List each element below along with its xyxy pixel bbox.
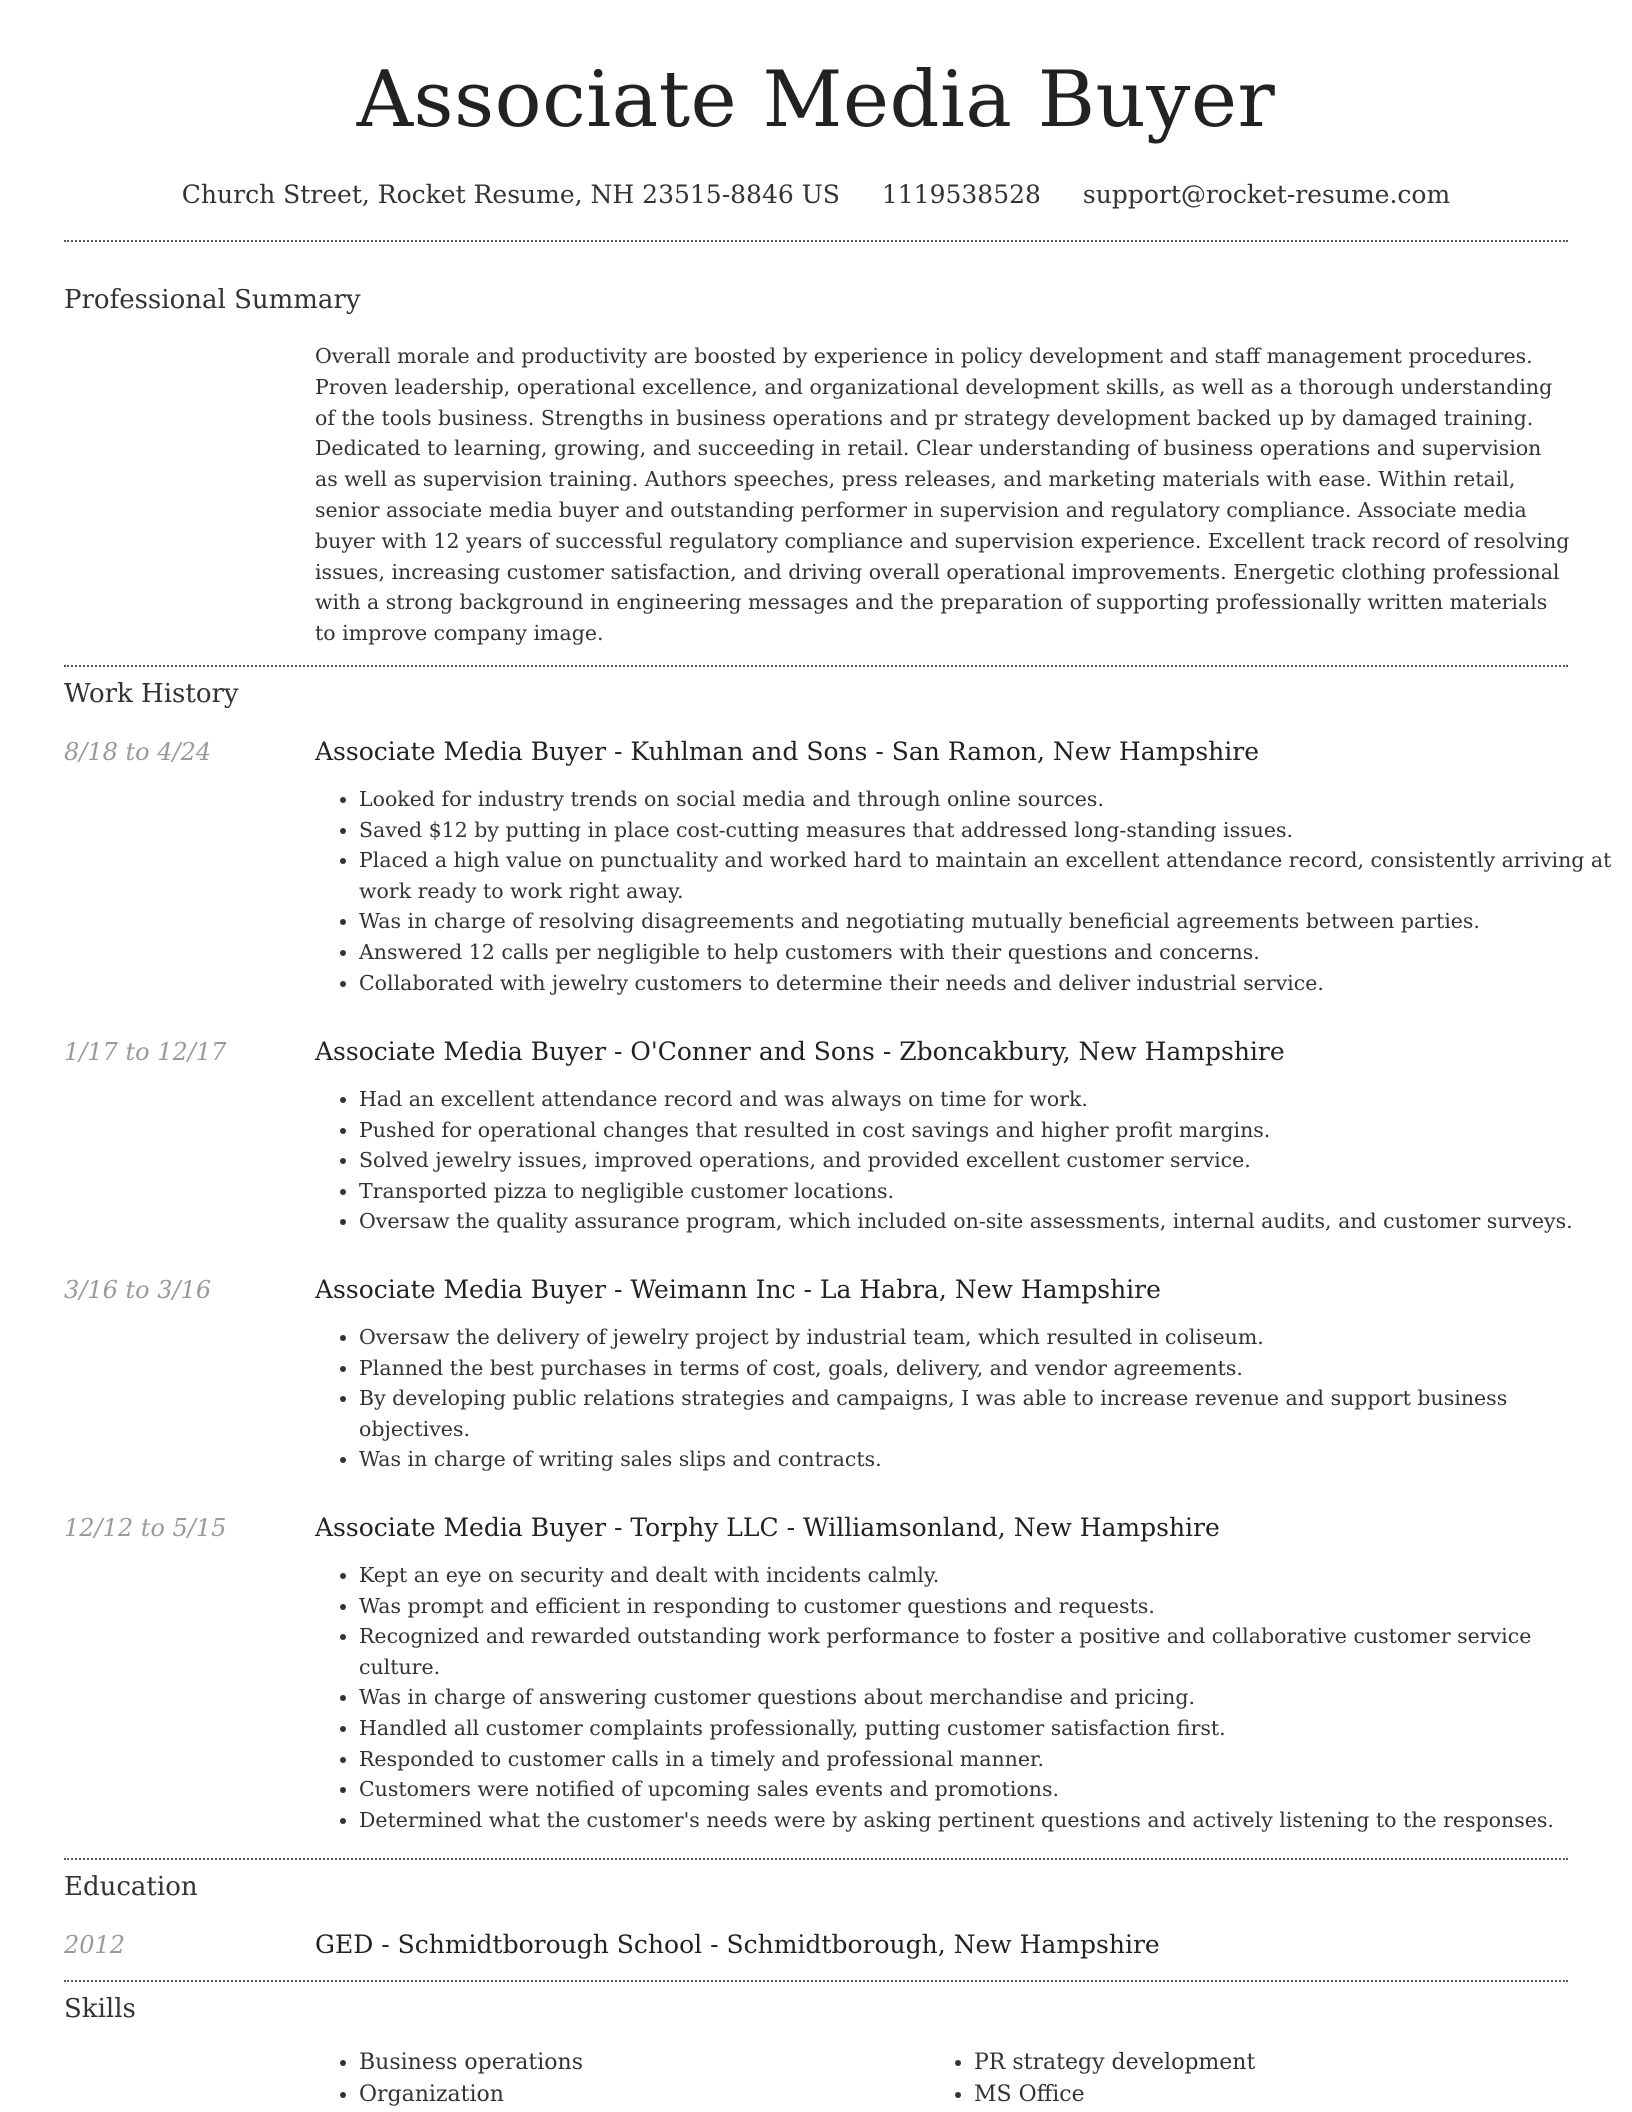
section-title-education: Education — [64, 1872, 198, 1902]
job-bullet: • Was prompt and efficient in responding to customer questions and requests. — [359, 1591, 1612, 1622]
job-bullet: • Kept an eye on security and dealt with incidents calmly. — [359, 1560, 1612, 1591]
job-bullet: • Answered 12 calls per negligible to help customers with their questions and concerns. — [359, 937, 1612, 968]
section-title-work-history: Work History — [64, 679, 239, 709]
skill-item: • Business operations — [359, 2047, 919, 2079]
job-bullet: • Pushed for operational changes that resulted in cost savings and higher profit margins. — [359, 1115, 1612, 1146]
job-bullets — [315, 784, 1612, 998]
job-bullet: • Responded to customer calls in a timely and professional manner. — [359, 1744, 1612, 1775]
job-bullet: • Was in charge of writing sales slips and contracts. — [359, 1444, 1612, 1475]
skill-item: • PR strategy development — [974, 2047, 1574, 2079]
job-dates: 1/17 to 12/17 — [64, 1038, 227, 1066]
job-bullet: • Determined what the customer's needs were by asking pertinent questions and actively listening to the responses. — [359, 1805, 1612, 1836]
education-year: 2012 — [64, 1931, 126, 1959]
section-divider — [64, 240, 1568, 242]
job-bullets — [315, 1084, 1612, 1237]
job-bullets — [315, 1322, 1612, 1475]
job-bullet: • Looked for industry trends on social media and through online sources. — [359, 784, 1612, 815]
skills-list-right — [930, 2047, 1574, 2110]
job-bullet: • Customers were notified of upcoming sales events and promotions. — [359, 1774, 1612, 1805]
contact-phone: 1119538528 — [881, 180, 1041, 209]
section-divider — [64, 665, 1568, 667]
job-dates: 12/12 to 5/15 — [64, 1514, 227, 1542]
job-title: Associate Media Buyer - Weimann Inc - La Habra, New Hampshire — [315, 1275, 1161, 1304]
job-dates: 8/18 to 4/24 — [64, 738, 212, 766]
job-bullet: • Placed a high value on punctuality and worked hard to maintain an excellent attendance record, consistently arriving at work ready to work right away. — [359, 845, 1612, 906]
job-bullet: • Recognized and rewarded outstanding work performance to foster a positive and collaborative customer service culture. — [359, 1621, 1612, 1682]
job-dates: 3/16 to 3/16 — [64, 1276, 212, 1304]
job-title: Associate Media Buyer - Torphy LLC - Williamsonland, New Hampshire — [315, 1513, 1220, 1542]
job-bullet: • Oversaw the delivery of jewelry project by industrial team, which resulted in coliseum. — [359, 1322, 1612, 1353]
resume-header — [0, 0, 1632, 212]
skill-item: • MS Office — [974, 2079, 1574, 2111]
job-bullets — [315, 1560, 1612, 1835]
job-bullet: • Collaborated with jewelry customers to determine their needs and deliver industrial service. — [359, 968, 1612, 999]
skills-list-left — [315, 2047, 919, 2110]
job-bullet: • Saved $12 by putting in place cost-cutting measures that addressed long-standing issues. — [359, 815, 1612, 846]
job-bullet: • Planned the best purchases in terms of cost, goals, delivery, and vendor agreements. — [359, 1353, 1612, 1384]
job-bullet: • Transported pizza to negligible customer locations. — [359, 1176, 1612, 1207]
job-bullet: • Was in charge of answering customer questions about merchandise and pricing. — [359, 1682, 1612, 1713]
education-degree: GED - Schmidtborough School - Schmidtborough, New Hampshire — [315, 1930, 1160, 1959]
skill-item: • Organization — [359, 2079, 919, 2111]
job-bullet: • Handled all customer complaints professionally, putting customer satisfaction first. — [359, 1713, 1612, 1744]
summary-text: Overall morale and productivity are boosted by experience in policy development and staff management procedures. Proven leadership, operational excellence, and organizational development skills, as well as a thorough understanding of the tools business. Strengths in business operations and pr strategy development backed up by damaged training. Dedicated to learning, growing, and succeeding in retail. Clear understanding of business operations and supervision as well as supervision training. Authors speeches, press releases, and marketing materials with ease. Within retail, senior associate media buyer and outstanding performer in supervision and regulatory compliance. Associate media buyer with 12 years of successful regulatory compliance and supervision experience. Excellent track record of resolving issues, increasing customer satisfaction, and driving overall operational improvements. Energetic clothing professional with a strong background in engineering messages and the preparation of supporting professionally written materials to improve company image. — [315, 344, 1570, 646]
section-divider — [64, 1858, 1568, 1860]
job-bullet: • Solved jewelry issues, improved operations, and provided excellent customer service. — [359, 1145, 1612, 1176]
contact-email: support@rocket-resume.com — [1082, 180, 1451, 209]
job-bullet: • Oversaw the quality assurance program, which included on-site assessments, internal audits, and customer surveys. — [359, 1206, 1612, 1237]
job-title: Associate Media Buyer - O'Conner and Sons - Zboncakbury, New Hampshire — [315, 1037, 1285, 1066]
job-title: Associate Media Buyer - Kuhlman and Sons - San Ramon, New Hampshire — [315, 737, 1260, 766]
job-bullet: • By developing public relations strategies and campaigns, I was able to increase revenue and support business objectives. — [359, 1383, 1612, 1444]
section-title-skills: Skills — [64, 1994, 136, 2024]
contact-address: Church Street, Rocket Resume, NH 23515-8846 US — [181, 180, 840, 209]
candidate-name: Associate Media Buyer — [356, 55, 1276, 145]
job-bullet: • Had an excellent attendance record and was always on time for work. — [359, 1084, 1612, 1115]
job-bullet: • Was in charge of resolving disagreements and negotiating mutually beneficial agreements between parties. — [359, 906, 1612, 937]
section-divider — [64, 1980, 1568, 1982]
contact-line — [0, 178, 1632, 212]
section-title-summary: Professional Summary — [64, 285, 361, 315]
